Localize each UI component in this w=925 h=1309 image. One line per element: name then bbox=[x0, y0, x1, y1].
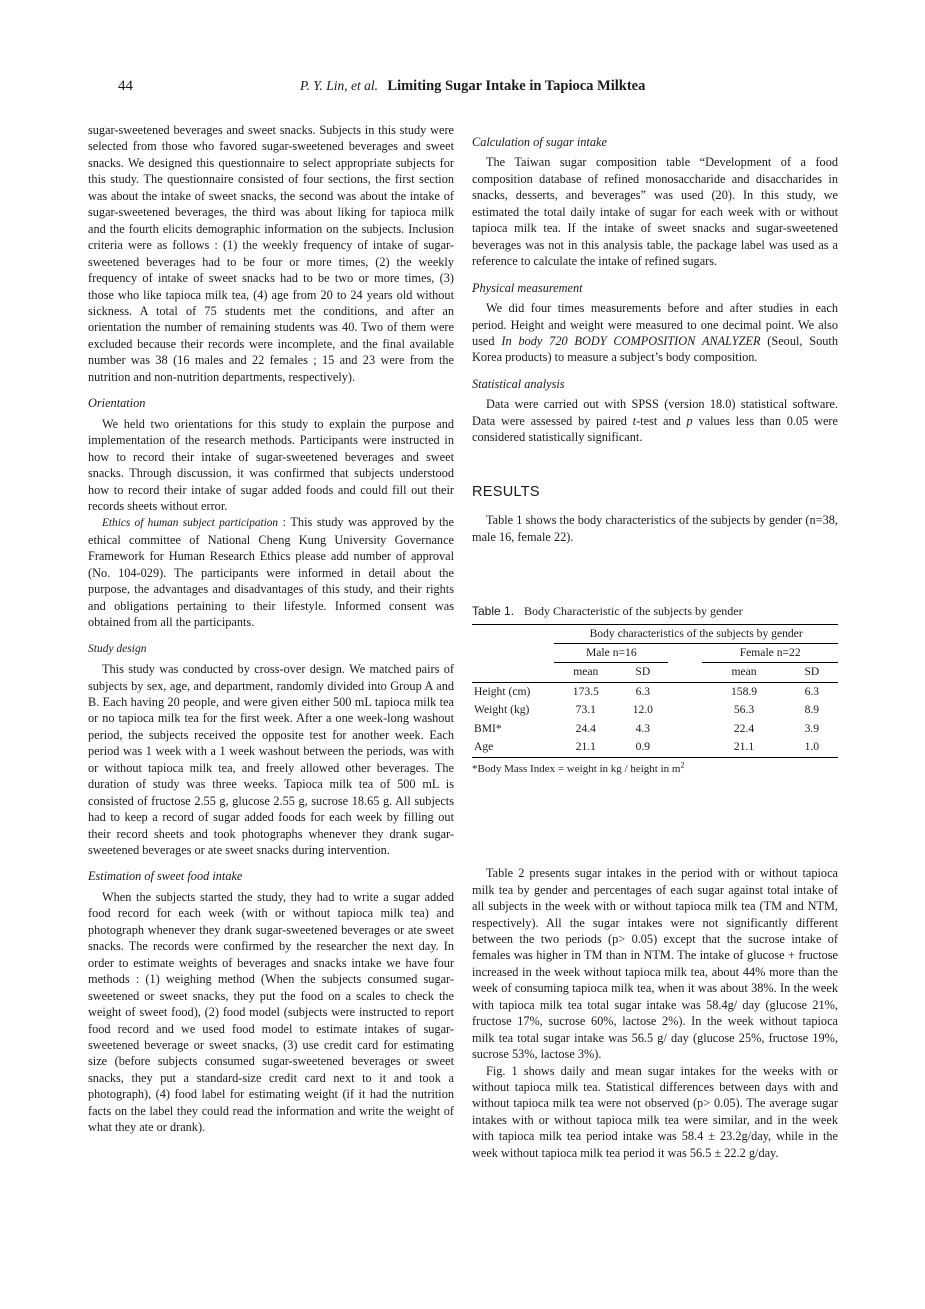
table1-caption-text: Body Characteristic of the subjects by gender bbox=[524, 604, 743, 619]
stat-t: t bbox=[632, 413, 637, 428]
paragraph-calculation: The Taiwan sugar composition table “Development of a food composition database of refined monosaccharide and disaccharides in snacks, desserts, and beverages” was used (20). In this study, we estimated the total daily intake of sugar for each week with or without tapioca milk tea. If the intake of sweet snacks and sugar-sweetened beverages was not in this analysis table, the package label was used as a reference to calculate the intake of refined sugars. bbox=[472, 155, 838, 269]
table1-col-male-sd: SD bbox=[617, 663, 668, 682]
table-row bbox=[472, 720, 838, 738]
cell-male-sd: 4.3 bbox=[635, 721, 651, 735]
table1-col-female-mean: mean bbox=[702, 663, 785, 682]
left-column bbox=[88, 122, 454, 1136]
table-row bbox=[472, 682, 838, 701]
paragraph-statistical-analysis bbox=[472, 396, 838, 445]
stat-text-c: values less than 0.05 were considered statistically significant. bbox=[472, 413, 838, 445]
table1-label: Table 1. bbox=[472, 604, 515, 619]
table1-group-header: Body characteristics of the subjects by gender bbox=[554, 624, 838, 643]
cell-male-sd: 6.3 bbox=[635, 684, 651, 698]
heading-estimation: Estimation of sweet food intake bbox=[88, 869, 243, 884]
heading-orientation: Orientation bbox=[88, 396, 146, 411]
cell-female-mean: 21.1 bbox=[702, 738, 785, 757]
paragraph-physical-measurement bbox=[472, 300, 838, 366]
footnote-text: *Body Mass Index = weight in kg / height in m bbox=[472, 762, 681, 775]
paragraph-estimation: When the subjects started the study, they had to write a sugar added food record for each week (with or without tapioca milk tea) and photograph whenever they drank sugar-sweetened beverages or ate sweet snacks. The records were confirmed by the researcher the next day. In order to estimate weights of beverages and snacks intake we have four methods : (1) weighing method (When the subjects consumed sugar-sweetened or sweet snacks, they put the food on a scales to check the weight of sweet food), (2) food model (subjects were instructed to report food record and we used food model to estimate intakes of sugar-sweetened beverage or sweet snacks, (3) use credit card for estimating size (before subjects consumed sugar-sweetened beverages or sweet snacks, they put a standard-size credit card next to it and took a photograph), (4) food label for estimating weight (if it had the nutrition facts on the label they could read the information and write the weight of what they ate or drank). bbox=[88, 889, 454, 1135]
running-head bbox=[300, 78, 645, 95]
table-row bbox=[472, 701, 838, 719]
phys-device: In body 720 BODY COMPOSITION ANALYZER bbox=[501, 333, 761, 348]
stat-text-a: Data were carried out with SPSS (version 18.0) statistical software. Data were assessed by paired bbox=[472, 397, 838, 428]
paragraph-subjects: sugar-sweetened beverages and sweet snacks. Subjects in this study were selected from those who favored sugar-sweetened beverages and sweet snacks. We designed this questionnaire to select appropriate subjects for this study. The questionnaire consisted of four sections, the first section was about the intake of sweet snacks, the second was about the intake of sugar-sweetened beverages, the third was about liking for tapioca milk and the fourth elicits demographic information on the subjects. Inclusion criteria were as follows : (1) the weekly frequency of intake of sugar-sweetened beverages had to be four or more times, (2) the weekly frequency of intake of sweet snacks had to be two or more times, (3) those who like tapioca milk tea, (4) age from 20 to 24 years old without sickness. A total of 75 students met the conditions, and after an orientation the number of remaining students was 40. Two of them were excluded because their records were incomplete, and the final available number was 38 (16 males and 22 females ; 15 and 23 were from the nutrition and non-nutrition departments, respectively). bbox=[88, 123, 454, 384]
paragraph-orientation: We held two orientations for this study to explain the purpose and implementation of the research methods. Participants were instructed in how to record their intake of sugar-sweetened beverages and sweet snacks. Through discussion, it was confirmed that subjects understood how to record their intake of sugar added foods and could fill out their records sheets without error. bbox=[88, 416, 454, 513]
footnote-sup: 2 bbox=[680, 760, 685, 770]
row-label: BMI* bbox=[474, 721, 502, 735]
paragraph-study-design: This study was conducted by cross-over design. We matched pairs of subjects by sex, age, and department, randomly divided into Group A and B. Each having 20 people, and were given either 500 mL tapioca milk tea or no tapioca milk tea for the first week. After a one week-long washout period, the subjects received the opposite test for another week. Each period was 1 week with a 1 week washout between the periods, was with or without tapioca milk tea, and freely allowed other beverages. The duration of study was three weeks. Tapioca milk tea of 500 mL is consisted of fructose 2.55 g, glucose 2.55 g, sucrose 18.65 g. All subjects had to keep a record of sugar added foods for each week by filling out their record sheets and took photographs whenever they drank sugar-sweetened beverages or ate sweet snacks during intervention. bbox=[88, 662, 454, 858]
table1 bbox=[472, 624, 838, 758]
running-head-authors: P. Y. Lin, et al. bbox=[300, 78, 379, 93]
right-column bbox=[472, 122, 838, 1161]
cell-female-mean: 56.3 bbox=[733, 703, 755, 717]
table1-col-female-sd: SD bbox=[786, 663, 838, 682]
paragraph-table2: Table 2 presents sugar intakes in the period with or without tapioca milk tea by gender and percentages of each sugar against total intake of all subjects in the week with or without tapioca milk tea (TM and NTM, respectively). All the sugar intakes were not significantly different between the two periods (p> 0.05) except that the sucrose intake of females was higher in TM than in NTM. The intake of glucose + fructose increased in the week without tapioca milk tea, about 44% more than the week of consuming tapioca milk tea, when it was about 38%. In the week with tapioca milk tea total sugar intake was 58.4g/ day (glucose 21%, fructose 17%, sucrose 60%, lactose 2%). In the week without tapioca milk tea total sugar intake was 56.5 g/ day (glucose 25%, fructose 19%, sucrose 53%, lactose 3%). bbox=[472, 866, 838, 1062]
cell-male-mean: 73.1 bbox=[575, 703, 596, 717]
phys-text-a: We did four times measurements before and after studies in each period. Height and weight were measured to one decimal point. We also used bbox=[472, 301, 838, 348]
table1-male-header: Male n=16 bbox=[554, 643, 668, 662]
cell-female-sd: 1.0 bbox=[786, 738, 838, 757]
heading-study-design: Study design bbox=[88, 642, 147, 655]
table1-footnote bbox=[472, 761, 838, 777]
page-number: 44 bbox=[118, 78, 133, 94]
heading-results: RESULTS bbox=[472, 483, 540, 500]
cell-male-sd: 0.9 bbox=[617, 738, 668, 757]
phys-text-b: (Seoul, South Korea products) to measure a subject’s body composition. bbox=[472, 333, 838, 365]
stat-p: p bbox=[686, 413, 693, 428]
heading-calculation: Calculation of sugar intake bbox=[472, 135, 607, 149]
cell-female-sd: 6.3 bbox=[804, 684, 820, 698]
row-label: Height (cm) bbox=[474, 684, 531, 698]
table1-col-male-mean: mean bbox=[554, 663, 617, 682]
cell-male-mean: 21.1 bbox=[554, 738, 617, 757]
running-head-title: Limiting Sugar Intake in Tapioca Milktea bbox=[387, 78, 646, 94]
row-label: Age bbox=[472, 738, 554, 757]
ethics-text: : This study was approved by the ethical committee of National Cheng Kung University Governance Framework for Human Research Ethics please add number of approval (No. 104-029). The participants were informed in detail about the purpose, the advantages and disadvantages of this study, and their rights and obligations pertaining to their lifestyle. Informed consent was obtained from all the participants. bbox=[88, 515, 454, 630]
table1-female-header: Female n=22 bbox=[702, 643, 838, 662]
cell-female-mean: 158.9 bbox=[730, 684, 758, 698]
cell-female-mean: 22.4 bbox=[733, 721, 755, 735]
paragraph-ethics bbox=[88, 514, 454, 630]
cell-male-mean: 173.5 bbox=[572, 684, 599, 698]
heading-statistical-analysis: Statistical analysis bbox=[472, 376, 565, 391]
table1-caption bbox=[472, 603, 838, 619]
cell-female-sd: 3.9 bbox=[804, 721, 820, 735]
paragraph-results: Table 1 shows the body characteristics of the subjects by gender (n=38, male 16, female 22). bbox=[472, 513, 838, 544]
cell-male-mean: 24.4 bbox=[575, 721, 596, 735]
stat-text-b: -test and bbox=[636, 413, 687, 428]
heading-physical-measurement: Physical measurement bbox=[472, 280, 583, 295]
paragraph-fig1: Fig. 1 shows daily and mean sugar intakes for the weeks with or without tapioca milk tea. Statistical differences between days with and without tapioca milk tea were not observed (p> 0.05). The average sugar intakes with or without tapioca milk tea were similar, and in the week with tapioca milk tea period intake was 58.4 ± 23.2g/day, while in the week without tapioca milk tea period it was 56.5 ± 22.2 g/day. bbox=[472, 1063, 838, 1160]
row-label: Weight (kg) bbox=[474, 703, 530, 717]
cell-male-sd: 12.0 bbox=[632, 703, 653, 717]
table-row bbox=[472, 738, 838, 757]
cell-female-sd: 8.9 bbox=[804, 703, 820, 717]
heading-ethics: Ethics of human subject participation bbox=[102, 517, 279, 530]
